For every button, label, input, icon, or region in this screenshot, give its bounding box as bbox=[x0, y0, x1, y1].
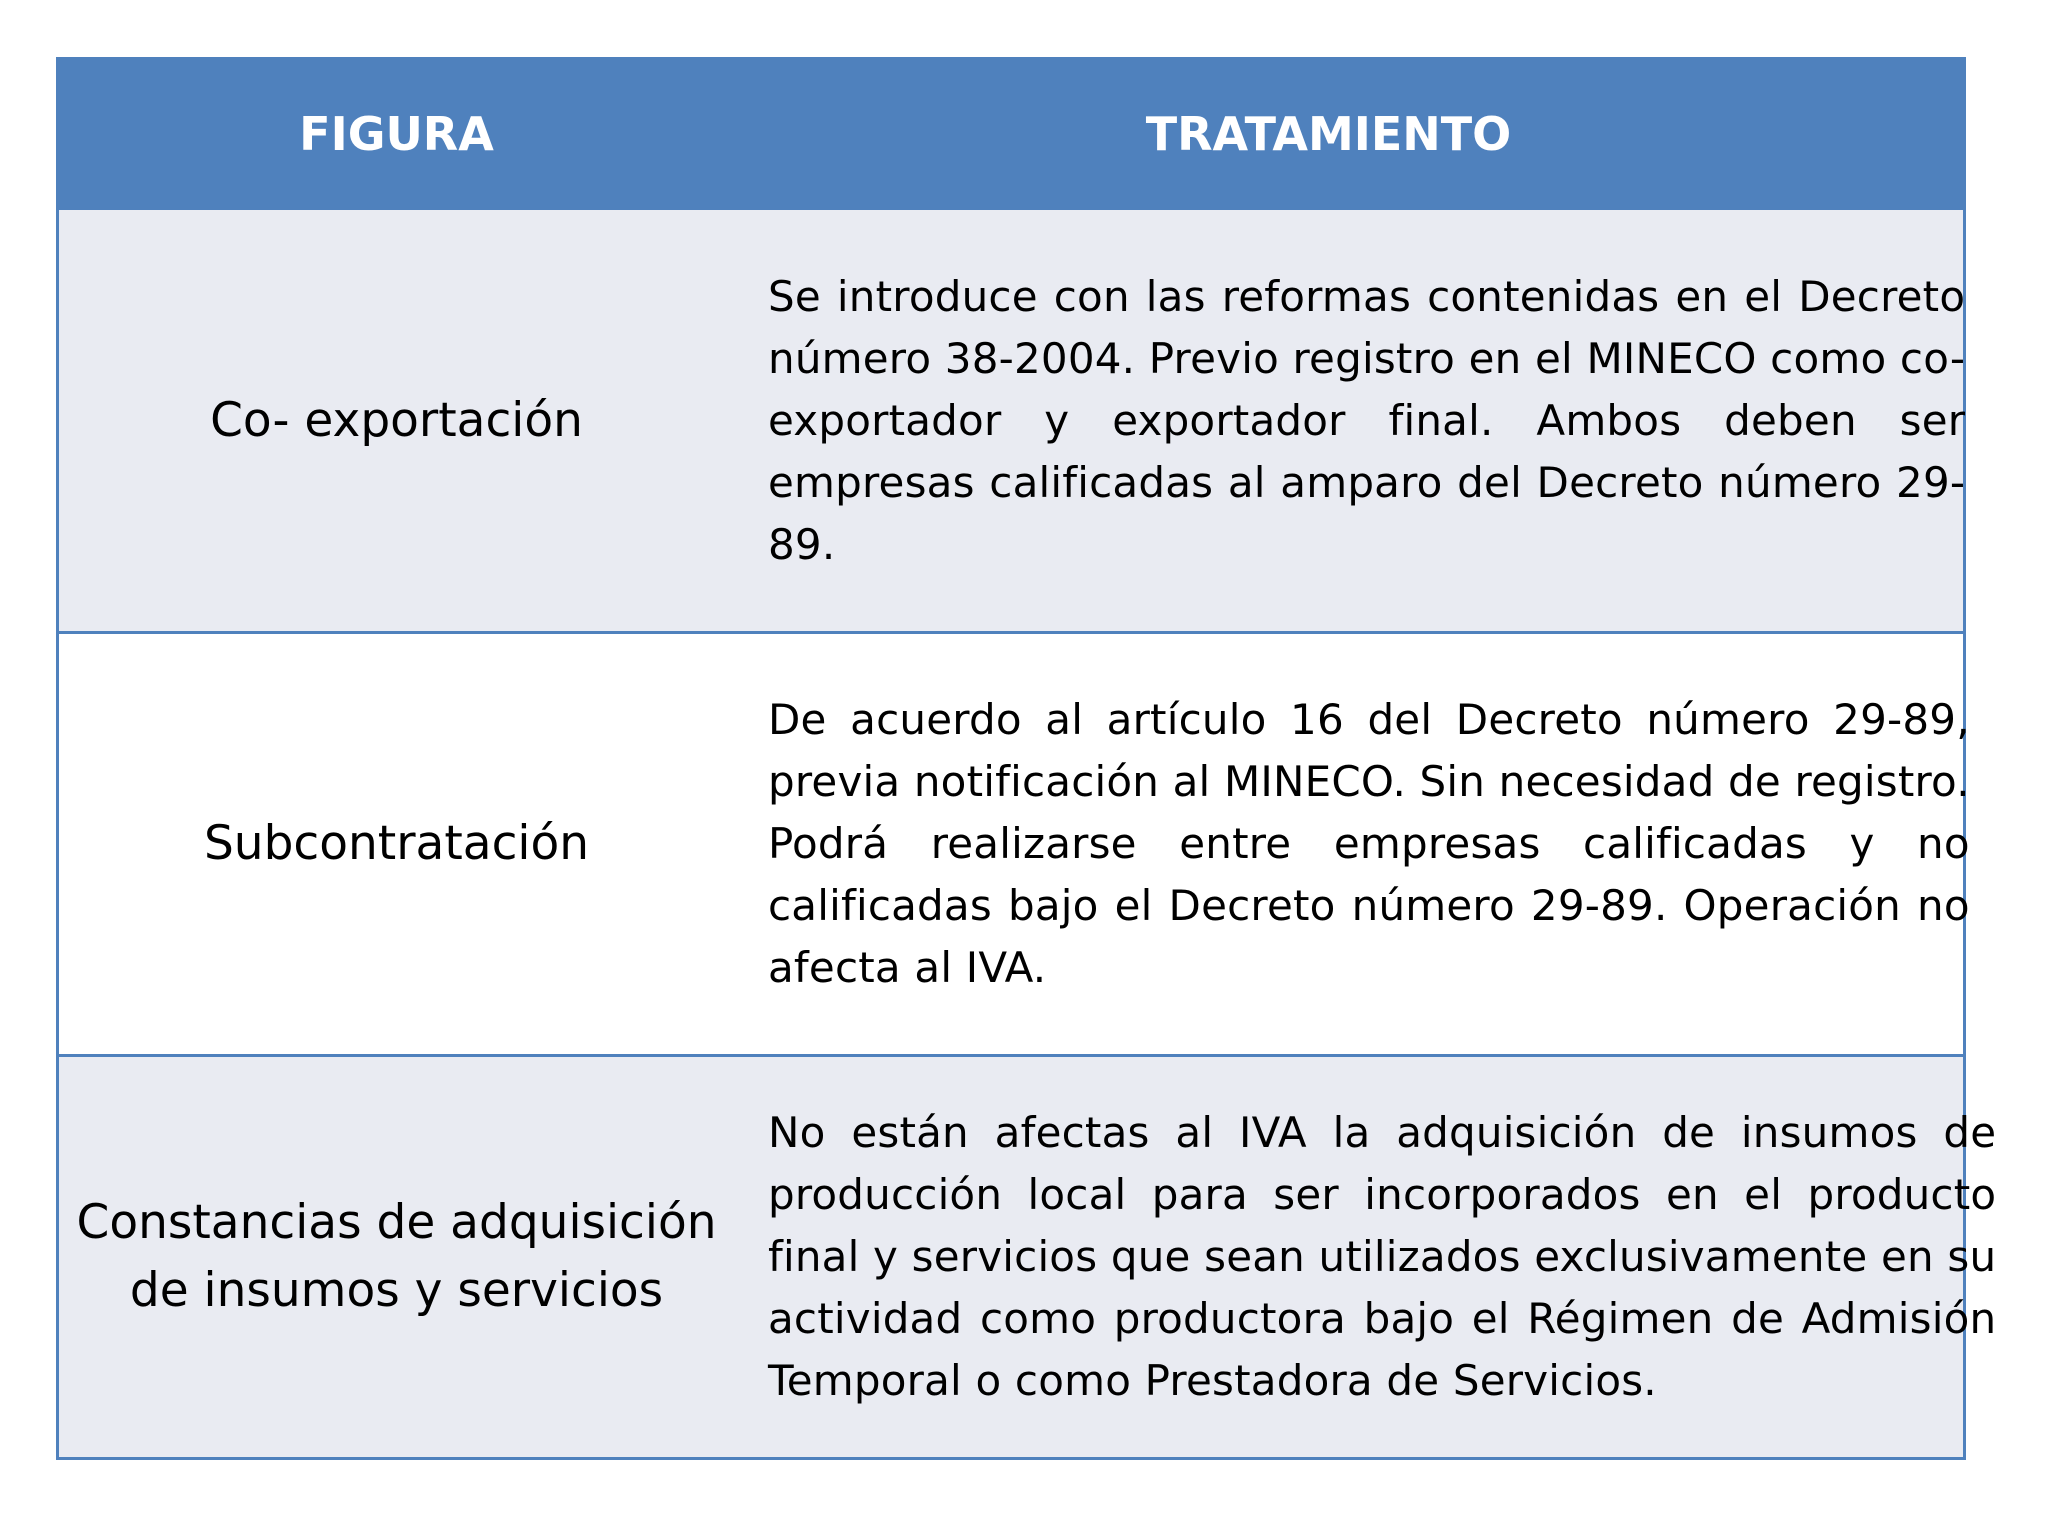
figura-subcontratacion: Subcontratación bbox=[203, 816, 590, 871]
tratamiento-cell bbox=[734, 634, 1990, 1054]
tratamiento-cell bbox=[734, 1057, 2016, 1457]
tratamiento-line: Se introduce con las reformas contenidas en el Decreto bbox=[768, 271, 1966, 321]
tratamiento-cell bbox=[734, 210, 1985, 631]
header-tratamiento: TRATAMIENTO bbox=[1145, 106, 1512, 161]
tratamiento-line: producción local para ser incorporados en el producto bbox=[768, 1170, 1997, 1219]
figura-line: Constancias de adquisición bbox=[76, 1195, 717, 1250]
table-row bbox=[59, 1054, 1997, 1457]
tratamiento-line: exportador y exportador final. Ambos deben ser bbox=[768, 395, 1966, 445]
tratamiento-line: previa notificación al MINECO. Sin necesidad de registro. bbox=[768, 757, 1970, 806]
figura-constancias bbox=[67, 1189, 727, 1325]
tratamiento-line: calificadas bajo el Decreto número 29-89. Operación no bbox=[768, 881, 1970, 930]
tratamiento-line: afecta al IVA. bbox=[768, 943, 1047, 992]
tratamiento-text bbox=[734, 689, 1990, 999]
tratamiento-line: Podrá realizarse entre empresas calificadas y no bbox=[768, 819, 1970, 868]
tratamiento-line: final y servicios que sean utilizados exclusivamente en su bbox=[768, 1232, 1997, 1281]
tratamiento-line: actividad como productora bajo el Régimen de Admisión bbox=[768, 1294, 1997, 1343]
table-row bbox=[59, 207, 1966, 631]
tratamiento-line: número 38-2004. Previo registro en el MINECO como co- bbox=[768, 333, 1966, 383]
table-header-row bbox=[59, 60, 1963, 207]
tratamiento-line: empresas calificadas al amparo del Decreto número 29- bbox=[768, 457, 1966, 507]
figura-cell bbox=[59, 210, 734, 631]
figura-cell bbox=[59, 634, 734, 1054]
tratamiento-text bbox=[734, 266, 1985, 576]
table-row bbox=[59, 631, 1970, 1054]
tratamiento-text bbox=[734, 1102, 2016, 1412]
tratamiento-line: Temporal o como Prestadora de Servicios. bbox=[768, 1356, 1657, 1405]
figura-co-exportacion: Co- exportación bbox=[210, 392, 583, 448]
figura-tratamiento-table bbox=[56, 57, 1997, 1460]
tratamiento-line: 89. bbox=[768, 519, 836, 569]
figura-cell bbox=[59, 1057, 734, 1457]
header-figura: FIGURA bbox=[299, 106, 494, 161]
tratamiento-line: No están afectas al IVA la adquisición de insumos de bbox=[768, 1108, 1997, 1157]
tratamiento-line: De acuerdo al artículo 16 del Decreto número 29-89, bbox=[768, 695, 1970, 744]
figura-line: de insumos y servicios bbox=[129, 1263, 664, 1318]
